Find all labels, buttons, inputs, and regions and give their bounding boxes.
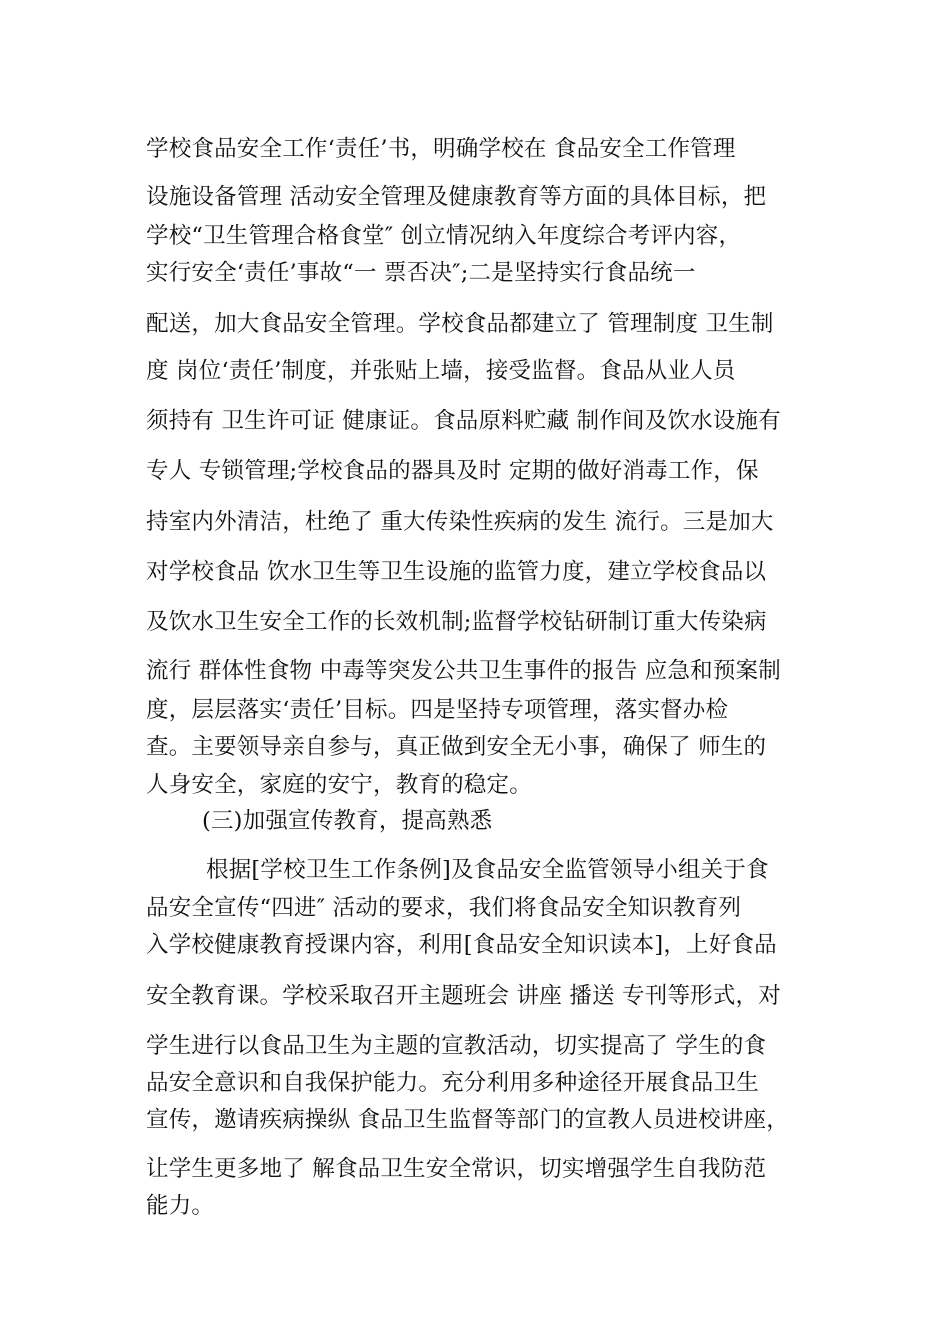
text-line: 查。主要领导亲自参与，真正做到安全无小事，确保了 师生的 xyxy=(146,734,767,760)
section-heading: (三)加强宣传教育，提高熟悉 xyxy=(202,808,493,834)
text-line: 须持有 卫生许可证 健康证。食品原料贮藏 制作间及饮水设施有 xyxy=(146,408,781,434)
text-line: 对学校食品 饮水卫生等卫生设施的监管力度，建立学校食品以 xyxy=(146,559,767,585)
text-line: 人身安全，家庭的安宁，教育的稳定。 xyxy=(146,772,532,798)
text-line: 根据[学校卫生工作条例]及食品安全监管领导小组关于食 xyxy=(206,857,769,883)
text-line: 品安全意识和自我保护能力。充分利用多种途径开展食品卫生 xyxy=(146,1070,759,1096)
text-line: 学生进行以食品卫生为主题的宣教活动，切实提高了 学生的食 xyxy=(146,1033,767,1059)
text-line: 度 岗位‘责任’制度，并张贴上墙，接受监督。食品从业人员 xyxy=(146,358,736,384)
text-line: 让学生更多地了 解食品卫生安全常识，切实增强学生自我防范 xyxy=(146,1156,767,1182)
text-line: 及饮水卫生安全工作的长效机制;监督学校钻研制订重大传染病 xyxy=(146,609,767,635)
text-line: 品安全宣传“四进″ 活动的要求，我们将食品安全知识教育列 xyxy=(146,895,742,921)
text-line: 设施设备管理 活动安全管理及健康教育等方面的具体目标，把 xyxy=(146,184,767,210)
text-line: 度，层层落实‘责任’目标。四是坚持专项管理，落实督办检 xyxy=(146,697,729,723)
text-line: 流行 群体性食物 中毒等突发公共卫生事件的报告 应急和预案制 xyxy=(146,658,781,684)
text-line: 入学校健康教育授课内容，利用[食品安全知识读本]，上好食品 xyxy=(146,932,777,958)
text-line: 学校食品安全工作‘责任’书，明确学校在 食品安全工作管理 xyxy=(146,136,736,162)
text-line: 持室内外清洁，杜绝了 重大传染性疾病的发生 流行。三是加大 xyxy=(146,509,774,535)
text-line: 能力。 xyxy=(146,1193,215,1219)
text-line: 宣传，邀请疾病操纵 食品卫生监督等部门的宣教人员进校讲座， xyxy=(146,1107,789,1133)
text-line: 学校“卫生管理合格食堂″ 创立情况纳入年度综合考评内容， xyxy=(146,223,742,249)
text-line: 配送，加大食品安全管理。学校食品都建立了 管理制度 卫生制 xyxy=(146,311,774,337)
text-line: 专人 专锁管理;学校食品的器具及时 定期的做好消毒工作，保 xyxy=(146,458,759,484)
text-line: 实行安全‘责任’事故“一 票否决″;二是坚持实行食品统一 xyxy=(146,260,696,286)
text-line: 安全教育课。学校采取召开主题班会 讲座 播送 专刊等形式，对 xyxy=(146,983,781,1009)
